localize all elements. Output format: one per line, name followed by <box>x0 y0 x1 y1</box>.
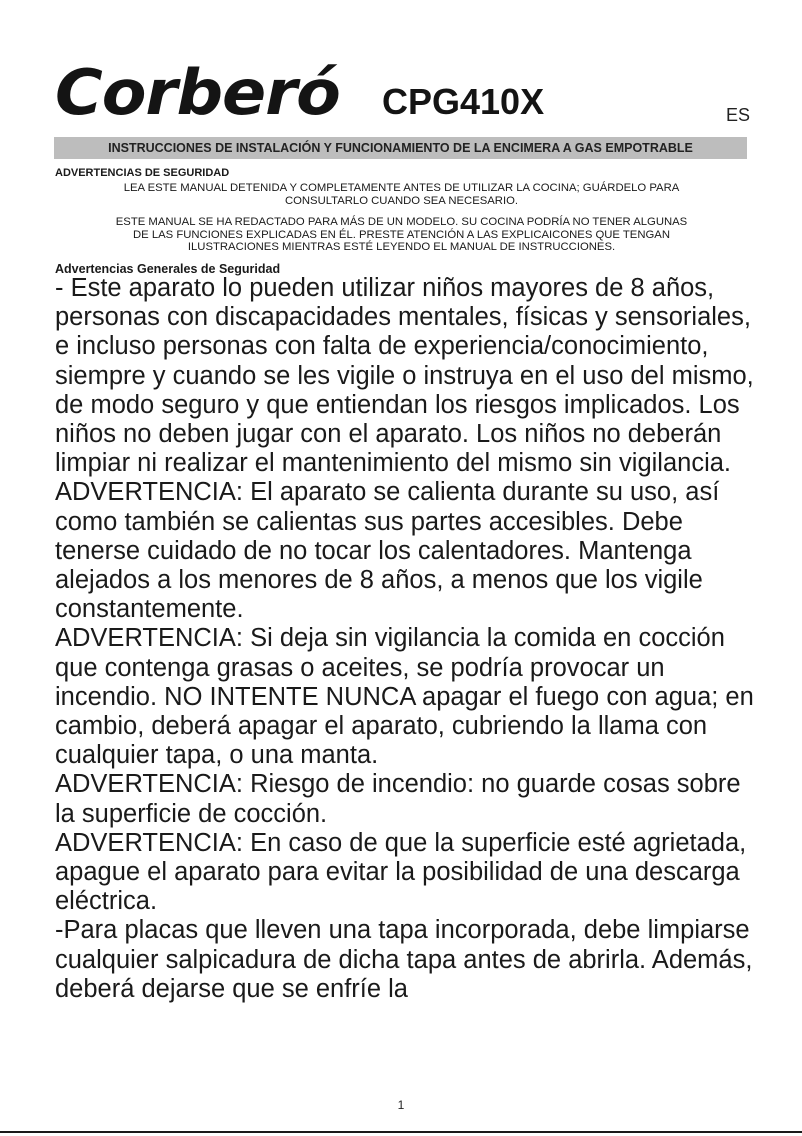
warning-paragraph-unattended-cooking: ADVERTENCIA: Si deja sin vigilancia la comida en cocción que contenga grasas o aceites, se podría provocar un incendio. NO INTENTE NUNCA apagar el fuego con agua; en cambio, deberá apagar el aparato, cubriendo la llama con cualquier tapa, o una manta. <box>55 624 754 770</box>
notice-line: ILUSTRACIONES MIENTRAS ESTÉ LEYENDO EL MANUAL DE INSTRUCCIONES. <box>187 241 616 253</box>
safety-warnings-body <box>55 274 755 1004</box>
notice-block-multiple-models <box>55 216 748 254</box>
notice-line: CONSULTARLO CUANDO SEA NECESARIO. <box>284 194 519 207</box>
document-title: INSTRUCCIONES DE INSTALACIÓN Y FUNCIONAMIENTO DE LA ENCIMERA A GAS EMPOTRABLE <box>54 137 747 159</box>
model-number: CPG410X <box>382 81 545 122</box>
notice-block-read-manual <box>55 182 748 207</box>
warning-paragraph-cracked-surface: ADVERTENCIA: En caso de que la superficie esté agrietada, apague el aparato para evitar la posibilidad de una descarga eléctrica. <box>55 828 747 916</box>
safety-heading: ADVERTENCIAS DE SEGURIDAD <box>55 167 230 179</box>
general-safety-subheading: Advertencias Generales de Seguridad <box>55 262 281 276</box>
warning-paragraph-hot-surfaces: ADVERTENCIA: El aparato se calienta durante su uso, así como también se calientas sus partes accesibles. Debe tenerse cuidado de no tocar los calentadores. Mantenga alejados a los menores de 8 años, a menos que los vigile constantemente. <box>55 478 720 624</box>
footer-divider <box>0 1131 802 1133</box>
notice-line: ESTE MANUAL SE HA REDACTADO PARA MÁS DE UN MODELO. SU COCINA PODRÍA NO TENER ALGUNAS <box>115 216 688 228</box>
document-header <box>55 56 755 132</box>
brand-logo: Corberó <box>55 56 340 129</box>
warning-paragraph-lid: -Para placas que lleven una tapa incorporada, debe limpiarse cualquier salpicadura de dicha tapa antes de abrirla. Además, deberá dejarse que se enfríe la <box>55 916 753 1003</box>
notice-line: DE LAS FUNCIONES EXPLICADAS EN ÉL. PRESTE ATENCIÓN A LAS EXPLICAICONES QUE TENGAN <box>133 228 670 241</box>
warning-paragraph-fire-risk: ADVERTENCIA: Riesgo de incendio: no guarde cosas sobre la superficie de cocción. <box>55 770 741 828</box>
language-code: ES <box>726 105 751 125</box>
page-number: 1 <box>397 1098 405 1112</box>
notice-line: LEA ESTE MANUAL DETENIDA Y COMPLETAMENTE ANTES DE UTILIZAR LA COCINA; GUÁRDELO PARA <box>123 182 680 194</box>
warning-paragraph-children: - Este aparato lo pueden utilizar niños mayores de 8 años, personas con discapacidades mentales, físicas y sensoriales, e incluso personas con falta de experiencia/conocimiento, siempre y cuando se les vigile o instruya en el uso del mismo, de modo seguro y que entiendan los riesgos implicados. Los niños no deben jugar con el aparato. Los niños no deberán limpiar ni realizar el mantenimiento del mismo sin vigilancia. <box>55 274 754 478</box>
